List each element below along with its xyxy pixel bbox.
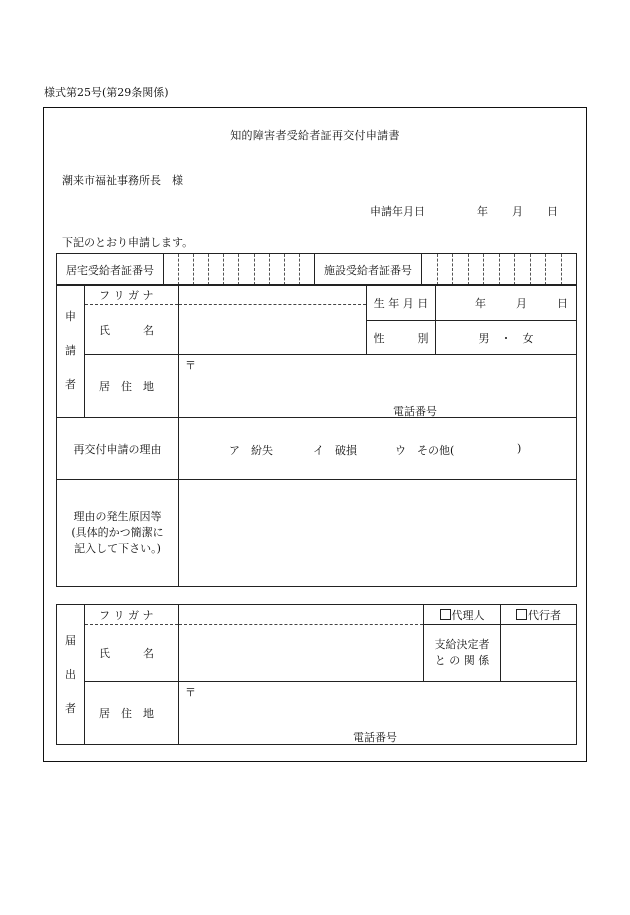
- relation-label: 支給決定者 と の 関 係: [424, 625, 501, 682]
- applicant-name-field[interactable]: [179, 305, 367, 355]
- applicant-section-label: 申 請 者: [57, 285, 85, 418]
- reason-option-damaged[interactable]: イ 破損: [313, 444, 357, 457]
- applicant-sex-label: 性 別: [367, 321, 436, 355]
- cause-field[interactable]: [179, 480, 577, 587]
- application-date-month: 月: [512, 205, 523, 218]
- addressee: 潮来市福祉事務所長 様: [62, 174, 183, 187]
- relation-field[interactable]: [501, 625, 577, 682]
- notifier-furigana-label: フ リ ガ ナ: [85, 605, 179, 625]
- applicant-sex-options[interactable]: 男 ・ 女: [436, 321, 577, 355]
- reason-option-lost[interactable]: ア 紛失: [229, 444, 273, 457]
- agent-checkbox-icon[interactable]: [440, 609, 451, 620]
- application-date-label: 申請年月日: [370, 205, 425, 218]
- applicant-birth-label: 生 年 月 日: [367, 285, 436, 321]
- notifier-phone-label: 電話番号: [353, 731, 397, 744]
- notifier-name-field[interactable]: [179, 625, 424, 682]
- notifier-address-label: 居 住 地: [85, 682, 179, 745]
- cert-number-table: [56, 253, 577, 286]
- form-number: 様式第25号(第29条関係): [44, 86, 169, 99]
- application-date-year: 年: [477, 205, 488, 218]
- applicant-phone-label: 電話番号: [393, 405, 437, 418]
- applicant-address-field[interactable]: 〒 電話番号: [179, 355, 577, 418]
- facility-cert-label: 施設受給者証番号: [315, 254, 422, 286]
- applicant-name-label: 氏 名: [85, 305, 179, 355]
- applicant-address-label: 居 住 地: [85, 355, 179, 418]
- notifier-address-field[interactable]: 〒 電話番号: [179, 682, 577, 745]
- applicant-furigana-field[interactable]: [179, 285, 367, 305]
- notifier-table: [56, 604, 577, 745]
- notifier-furigana-field[interactable]: [179, 605, 424, 625]
- intro-text: 下記のとおり申請します。: [62, 236, 194, 249]
- notifier-name-label: 氏 名: [85, 625, 179, 682]
- facility-cert-number-field[interactable]: [422, 254, 577, 286]
- applicant-table: [56, 284, 577, 587]
- form-title: 知的障害者受給者証再交付申請書: [230, 129, 400, 142]
- applicant-furigana-label: フ リ ガ ナ: [85, 285, 179, 305]
- reason-option-other[interactable]: ウ その他(: [395, 444, 455, 457]
- agent-checkbox[interactable]: 代理人: [424, 605, 501, 625]
- reissue-reason-label: 再交付申請の理由: [57, 418, 179, 480]
- applicant-birth-field[interactable]: 年 月 日: [436, 285, 577, 321]
- home-cert-number-field[interactable]: [164, 254, 315, 286]
- notifier-section-label: 届 出 者: [57, 605, 85, 745]
- proxy-checkbox[interactable]: 代行者: [501, 605, 577, 625]
- reissue-reason-options[interactable]: [179, 418, 577, 480]
- home-cert-label: 居宅受給者証番号: [57, 254, 164, 286]
- proxy-checkbox-icon[interactable]: [516, 609, 527, 620]
- reason-other-close: ): [517, 442, 522, 455]
- cause-label: 理由の発生原因等 (具体的かつ簡潔に 記入して下さい。): [57, 480, 179, 587]
- application-date-day: 日: [547, 205, 558, 218]
